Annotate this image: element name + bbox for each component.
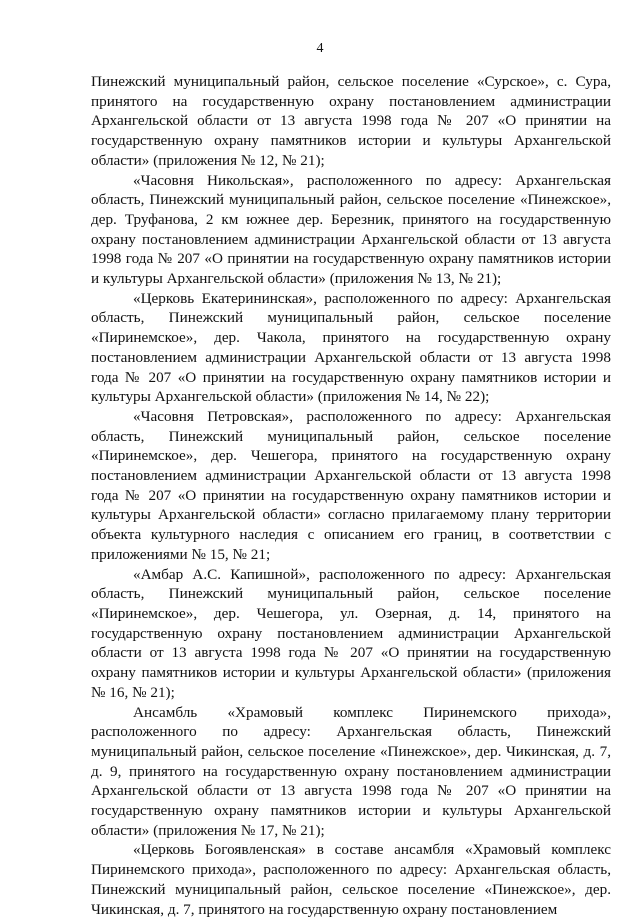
paragraph-continuation: Пинежский муниципальный район, сельское поселение «Сурское», с. Сура, принятого на государственную охрану постановлением администрации Архангельской области от 13 августа 1998 года № 207 «О принятии на государственную охрану памятников истории и культуры Архангельской области» (приложения № 12, № 21); [91, 73, 611, 169]
paragraph-chasovnya-petrovskaya: «Часовня Петровская», расположенного по адресу: Архангельская область, Пинежский муниципальный район, сельское поселение «Пиринемское», дер. Чешегора, принятого на государственную охрану постановлением администрации Архангельской области от 13 августа 1998 года № 207 «О принятии на государственную охрану памятников истории и культуры Архангельской области» согласно прилагаемому плану территории объекта культурного наследия с описанием его границ, в соответствии с приложениями № 15, № 21; [91, 407, 611, 563]
paragraph-ansambl-khramovyi-kompleks: Ансамбль «Храмовый комплекс Пиринемского прихода», расположенного по адресу: Архангельская область, Пинежский муниципальный район, сельское поселение «Пинежское», дер. Чикинская, д. 7, д. 9, принятого на государственную охрану постановлением администрации Архангельской области от 13 августа 1998 года № 207 «О принятии на государственную охрану памятников истории и культуры Архангельской области» (приложения № 17, № 21); [91, 703, 611, 839]
paragraph-tserkov-ekaterininskaya: «Церковь Екатерининская», расположенного по адресу: Архангельская область, Пинежский муниципальный район, сельское поселение «Пиринемское», дер. Чакола, принятого на государственную охрану постановлением администрации Архангельской области от 13 августа 1998 года № 207 «О принятии на государственную охрану памятников истории и культуры Архангельской области» (приложения № 14, № 22); [91, 289, 611, 406]
paragraph-ambar-kapishnoy: «Амбар А.С. Капишной», расположенного по адресу: Архангельская область, Пинежский муниципальный район, сельское поселение «Пиринемское», дер. Чешегора, ул. Озерная, д. 14, принятого на государственную охрану постановлением администрации Архангельской области от 13 августа 1998 года № 207 «О принятии на государственную охрану памятников истории и культуры Архангельской области» (приложения № 16, № 21); [91, 565, 611, 701]
paragraph-tserkov-bogoyavlenskaya: «Церковь Богоявленская» в составе ансамбля «Храмовый комплекс Пиринемского прихода», расположенного по адресу: Архангельская область, Пинежский муниципальный район, сельское поселение «Пинежское», дер. Чикинская, д. 7, принятого на государственную охрану постановлением [91, 841, 611, 918]
document-body [91, 72, 611, 919]
page-number: 4 [316, 41, 324, 56]
paragraph-chasovnya-nikolskaya: «Часовня Никольская», расположенного по адресу: Архангельская область, Пинежский муниципальный район, сельское поселение «Пинежское», дер. Труфанова, 2 км южнее дер. Березник, принятого на государственную охрану постановлением администрации Архангельской области от 13 августа 1998 года № 207 «О принятии на государственную охрану памятников истории и культуры Архангельской области» (приложения № 13, № 21); [91, 171, 611, 288]
